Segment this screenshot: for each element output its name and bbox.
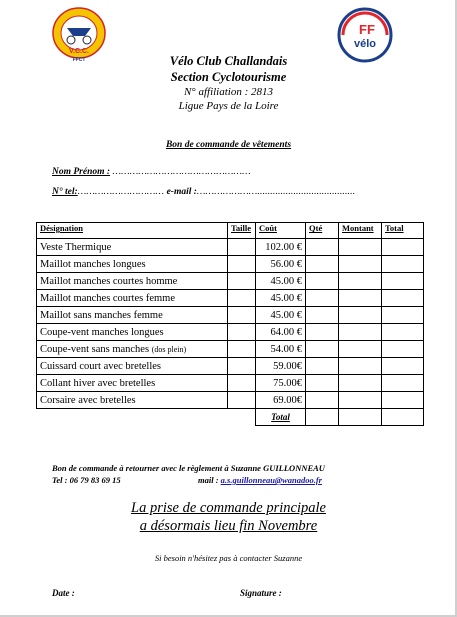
amount-cell[interactable] [339,290,382,307]
table-row [37,290,424,307]
order-table [36,222,424,426]
col-header-qty: Qté [306,223,339,239]
total-cell[interactable] [382,290,424,307]
qty-cell[interactable] [306,256,339,273]
announcement-line-2: a désormais lieu fin Novembre [139,518,318,534]
size-cell[interactable] [228,273,256,290]
price-cell: 56.00 € [256,256,306,273]
table-row [37,358,424,375]
qty-cell[interactable] [306,273,339,290]
table-row [37,375,424,392]
item-name: Coupe-vent manches longues [37,324,228,341]
qty-cell[interactable] [306,290,339,307]
tel-line [52,187,355,197]
price-cell: 75.00€ [256,375,306,392]
table-header-row [37,223,424,239]
qty-cell[interactable] [306,307,339,324]
total-cell[interactable] [382,307,424,324]
total-cell[interactable] [382,324,424,341]
qty-cell[interactable] [306,358,339,375]
form-title: Bon de commande de vêtements [165,140,292,150]
amount-cell[interactable] [339,358,382,375]
size-cell[interactable] [228,239,256,256]
qty-cell[interactable] [306,375,339,392]
price-cell: 64.00 € [256,324,306,341]
table-row [37,324,424,341]
price-cell: 45.00 € [256,307,306,324]
size-cell[interactable] [228,324,256,341]
item-name: Cuissard court avec bretelles [37,358,228,375]
item-name: Maillot manches longues [37,256,228,273]
amount-cell[interactable] [339,256,382,273]
signature-label: Signature : [240,588,282,598]
table-row [37,273,424,290]
email-field[interactable]: …………………...................................... [196,187,356,197]
item-name: Maillot sans manches femme [37,307,228,324]
price-cell: 102.00 € [256,239,306,256]
ff-logo-text: FF [359,22,375,37]
total-qty-cell[interactable] [306,409,339,426]
price-cell: 54.00 € [256,341,306,358]
table-row [37,256,424,273]
amount-cell[interactable] [339,273,382,290]
size-cell[interactable] [228,392,256,409]
size-cell[interactable] [228,358,256,375]
contact-phone: Tel : 06 79 83 69 15 [52,475,121,485]
item-note: (dos plein) [151,344,187,354]
total-row [37,409,424,426]
amount-cell[interactable] [339,341,382,358]
name-line [52,167,251,177]
item-name: Collant hiver avec bretelles [37,375,228,392]
contact-note: Si besoin n'hésitez pas à contacter Suzanne [154,553,303,563]
tel-field[interactable]: ………………………… [77,187,165,197]
col-header-cost: Coût [256,223,306,239]
col-header-designation: Désignation [37,223,228,239]
velo-logo-text: vélo [353,38,377,50]
size-cell[interactable] [228,341,256,358]
item-name: Veste Thermique [37,239,228,256]
total-cell[interactable] [382,392,424,409]
email-label: e-mail : [166,187,197,197]
total-cell[interactable] [382,358,424,375]
table-row [37,239,424,256]
price-cell: 69.00€ [256,392,306,409]
total-cell[interactable] [382,375,424,392]
size-cell[interactable] [228,256,256,273]
total-cell[interactable] [382,239,424,256]
name-label: Nom Prénom : [52,167,111,177]
club-name: Vélo Club Challandais [169,54,288,68]
name-field[interactable]: ………………………………………… [112,167,251,177]
mail-label: mail : [198,475,221,485]
total-cell[interactable] [382,273,424,290]
qty-cell[interactable] [306,239,339,256]
table-row [37,307,424,324]
amount-cell[interactable] [339,392,382,409]
affiliation-number: N° affiliation : 2813 [183,86,274,98]
announcement-line-1: La prise de commande principale [131,500,326,516]
league-name: Ligue Pays de la Loire [178,100,279,112]
size-cell[interactable] [228,307,256,324]
tel-label: N° tel: [52,187,78,197]
amount-cell[interactable] [339,239,382,256]
price-cell: 45.00 € [256,290,306,307]
size-cell[interactable] [228,290,256,307]
table-row [37,341,424,358]
grand-total-cell[interactable] [382,409,424,426]
total-label: Total [256,409,306,426]
table-row [37,392,424,409]
vcc-logo-ffct: FFCT [72,57,86,62]
date-label: Date : [52,588,75,598]
price-cell: 59.00€ [256,358,306,375]
return-instruction: Bon de commande à retourner avec le règlement à Suzanne GUILLONNEAU [52,463,325,473]
amount-cell[interactable] [339,375,382,392]
size-cell[interactable] [228,375,256,392]
col-header-amount: Montant [339,223,382,239]
vcc-logo-text: V.C.C. [69,48,89,55]
item-name: Maillot manches courtes femme [37,290,228,307]
item-name: Maillot manches courtes homme [37,273,228,290]
qty-cell[interactable] [306,392,339,409]
amount-cell[interactable] [339,307,382,324]
col-header-size: Taille [228,223,256,239]
total-amount-cell[interactable] [339,409,382,426]
section-name: Section Cyclotourisme [170,70,287,84]
qty-cell[interactable] [306,324,339,341]
price-cell: 45.00 € [256,273,306,290]
total-cell[interactable] [382,341,424,358]
item-name: Corsaire avec bretelles [37,392,228,409]
total-cell[interactable] [382,256,424,273]
contact-line [52,475,322,485]
amount-cell[interactable] [339,324,382,341]
item-name: Coupe-vent sans manches (dos plein) [37,341,228,358]
email-link[interactable]: a.s.guillonneau@wanadoo.fr [220,475,322,485]
qty-cell[interactable] [306,341,339,358]
col-header-total: Total [382,223,424,239]
